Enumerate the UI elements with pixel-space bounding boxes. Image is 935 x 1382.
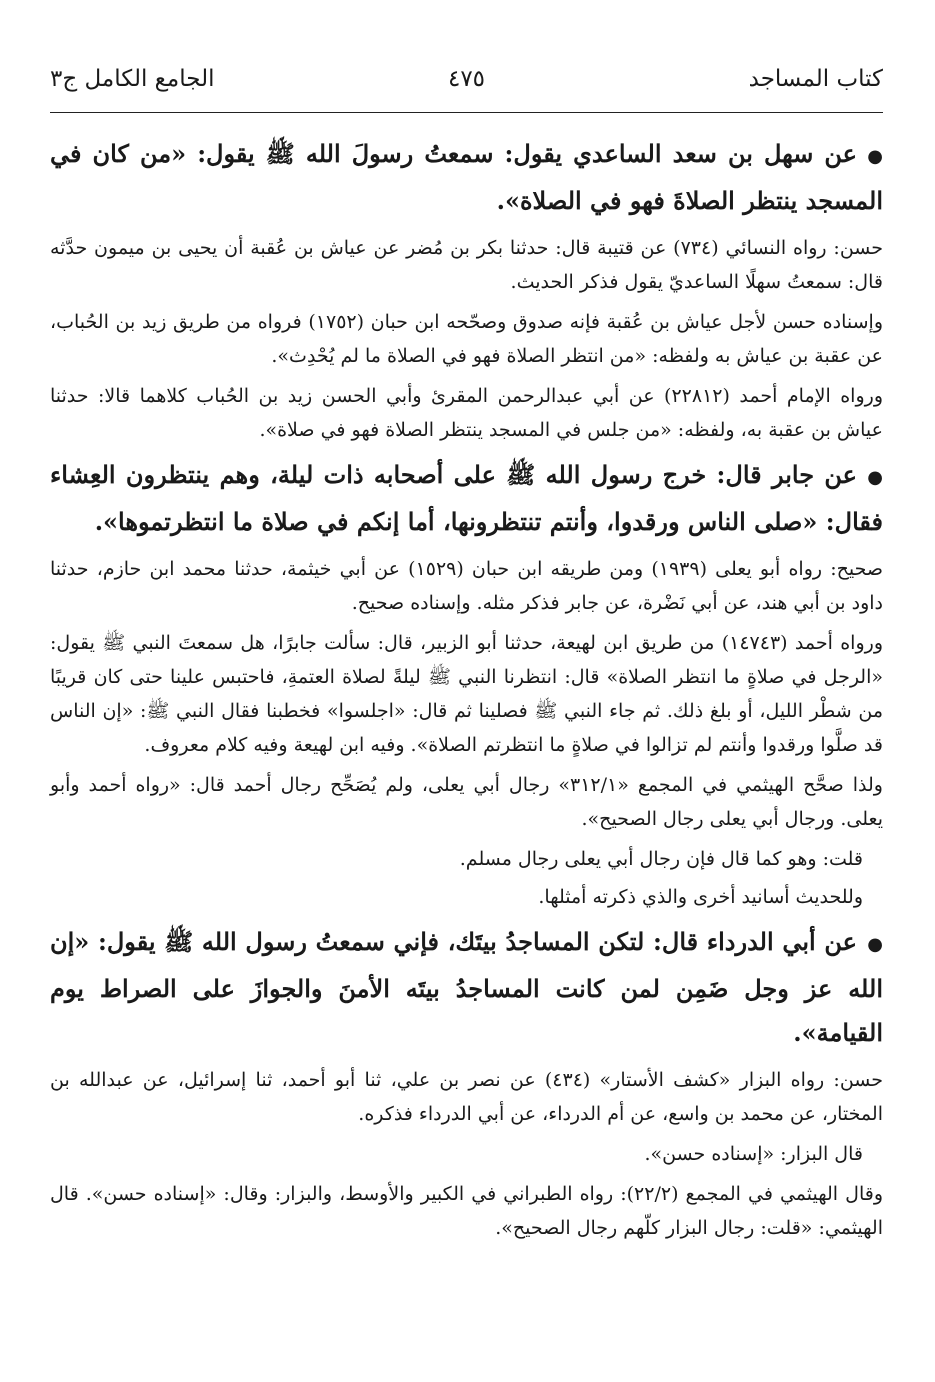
chapter-title: كتاب المساجد [748,66,883,92]
hadith-text: عن جابر قال: خرج رسول الله ﷺ على أصحابه ذات ليلة، وهم ينتظرون العِشاء فقال: «صلى الناس ورقدوا، وأنتم تنتظرونها، أما إنكم في صلاة ما انتظرتموها». [50,460,883,536]
hadith-paragraph [50,453,883,544]
commentary-paragraph: حسن: رواه النسائي (٧٣٤) عن قتيبة قال: حدثنا بكر بن مُضر عن عياش بن عُقبة أن يحيى بن ميمون حدَّثه قال: سمعتُ سهلًا الساعديّ يقول فذكر الحديث. [50,237,883,293]
hadith-paragraph [50,132,883,223]
commentary-paragraph: ولذا صحَّح الهيثمي في المجمع «٣١٢/١» رجال أبي يعلى، ولم يُصَحِّح رجال أحمد قال: «رواه أحمد وأبو يعلى. ورجال أبي يعلى رجال الصحيح». [50,774,883,830]
commentary-paragraph: وقال الهيثمي في المجمع (٢٢/٢): رواه الطبراني في الكبير والأوسط، والبزار: وقال: «إسناده حسن». قال الهيثمي: «قلت: رجال البزار كلّهم رجال الصحيح». [50,1183,883,1239]
commentary-paragraph: قلت: وهو كما قال فإن رجال أبي يعلى رجال مسلم. [459,848,863,870]
page-number: ٤٧٥ [447,66,486,92]
book-title: الجامع الكامل ج٣ [50,66,215,92]
hadith-paragraph [50,920,883,1055]
hadith-text: عن سهل بن سعد الساعدي يقول: سمعتُ رسولَ الله ﷺ يقول: «من كان في المسجد ينتظر الصلاةَ فهو في الصلاة». [50,139,883,215]
header-rule [50,112,883,113]
commentary-paragraph: قال البزار: «إسناده حسن». [644,1143,863,1165]
commentary-paragraph: ورواه الإمام أحمد (٢٢٨١٢) عن أبي عبدالرحمن المقرئ وأبي الحسن زيد بن الحُباب كلاهما قالا: حدثنا عياش بن عقبة به، ولفظه: «من جلس في المسجد ينتظر الصلاة فهو في صلاة». [50,385,883,441]
page-header [50,66,883,106]
commentary-paragraph: ورواه أحمد (١٤٧٤٣) من طريق ابن لهيعة، حدثنا أبو الزبير، قال: سألت جابرًا، هل سمعتَ النبي ﷺ يقول: «الرجل في صلاةٍ ما انتظر الصلاة» قال: انتظرنا النبي ﷺ ليلةً لصلاة العتمةِ، فاحتبس علينا حتى كان قريبًا من شطْر الليل، أو بلغ ذلك. ثم جاء النبي ﷺ فصلينا ثم قال: «اجلسوا» فخطبنا فقال النبي ﷺ: «إن الناس قد صلَّوا ورقدوا وأنتم لم تزالوا في صلاةٍ ما انتظرتم الصلاة». وفيه ابن لهيعة وفيه كلام معروف. [50,632,883,756]
bullet-icon: ● [867,934,884,955]
bullet-icon: ● [867,146,883,167]
commentary-paragraph: وللحديث أسانيد أخرى والذي ذكرته أمثلها. [538,886,863,908]
commentary-paragraph: صحيح: رواه أبو يعلى (١٩٣٩) ومن طريقه ابن حبان (١٥٢٩) عن أبي خيثمة، حدثنا محمد ابن حازم، حدثنا داود بن أبي هند، عن أبي نَضْرة، عن جابر فذكر مثله. وإسناده صحيح. [50,558,884,614]
bullet-icon: ● [867,467,884,488]
commentary-paragraph: حسن: رواه البزار «كشف الأستار» (٤٣٤) عن نصر بن علي، ثنا أبو أحمد، ثنا إسرائيل، عن عبدالله بن المختار، عن محمد بن واسع، عن أم الدرداء، عن أبي الدرداء فذكره. [50,1069,883,1125]
hadith-text: عن أبي الدرداء قال: لتكن المساجدُ بيتَك، فإني سمعتُ رسول الله ﷺ يقول: «إن الله عز وجل ضَمِن لمن كانت المساجدُ بيتَه الأمنَ والجوازَ على الصراط يوم القيامة». [50,927,883,1047]
page-body [50,132,883,1251]
commentary-paragraph: وإسناده حسن لأجل عياش بن عُقبة فإنه صدوق وصحّحه ابن حبان (١٧٥٢) فرواه من طريق زيد بن الحُباب، عن عقبة بن عياش به ولفظه: «من انتظر الصلاة فهو في الصلاة ما لم يُحْدِث». [50,311,883,367]
